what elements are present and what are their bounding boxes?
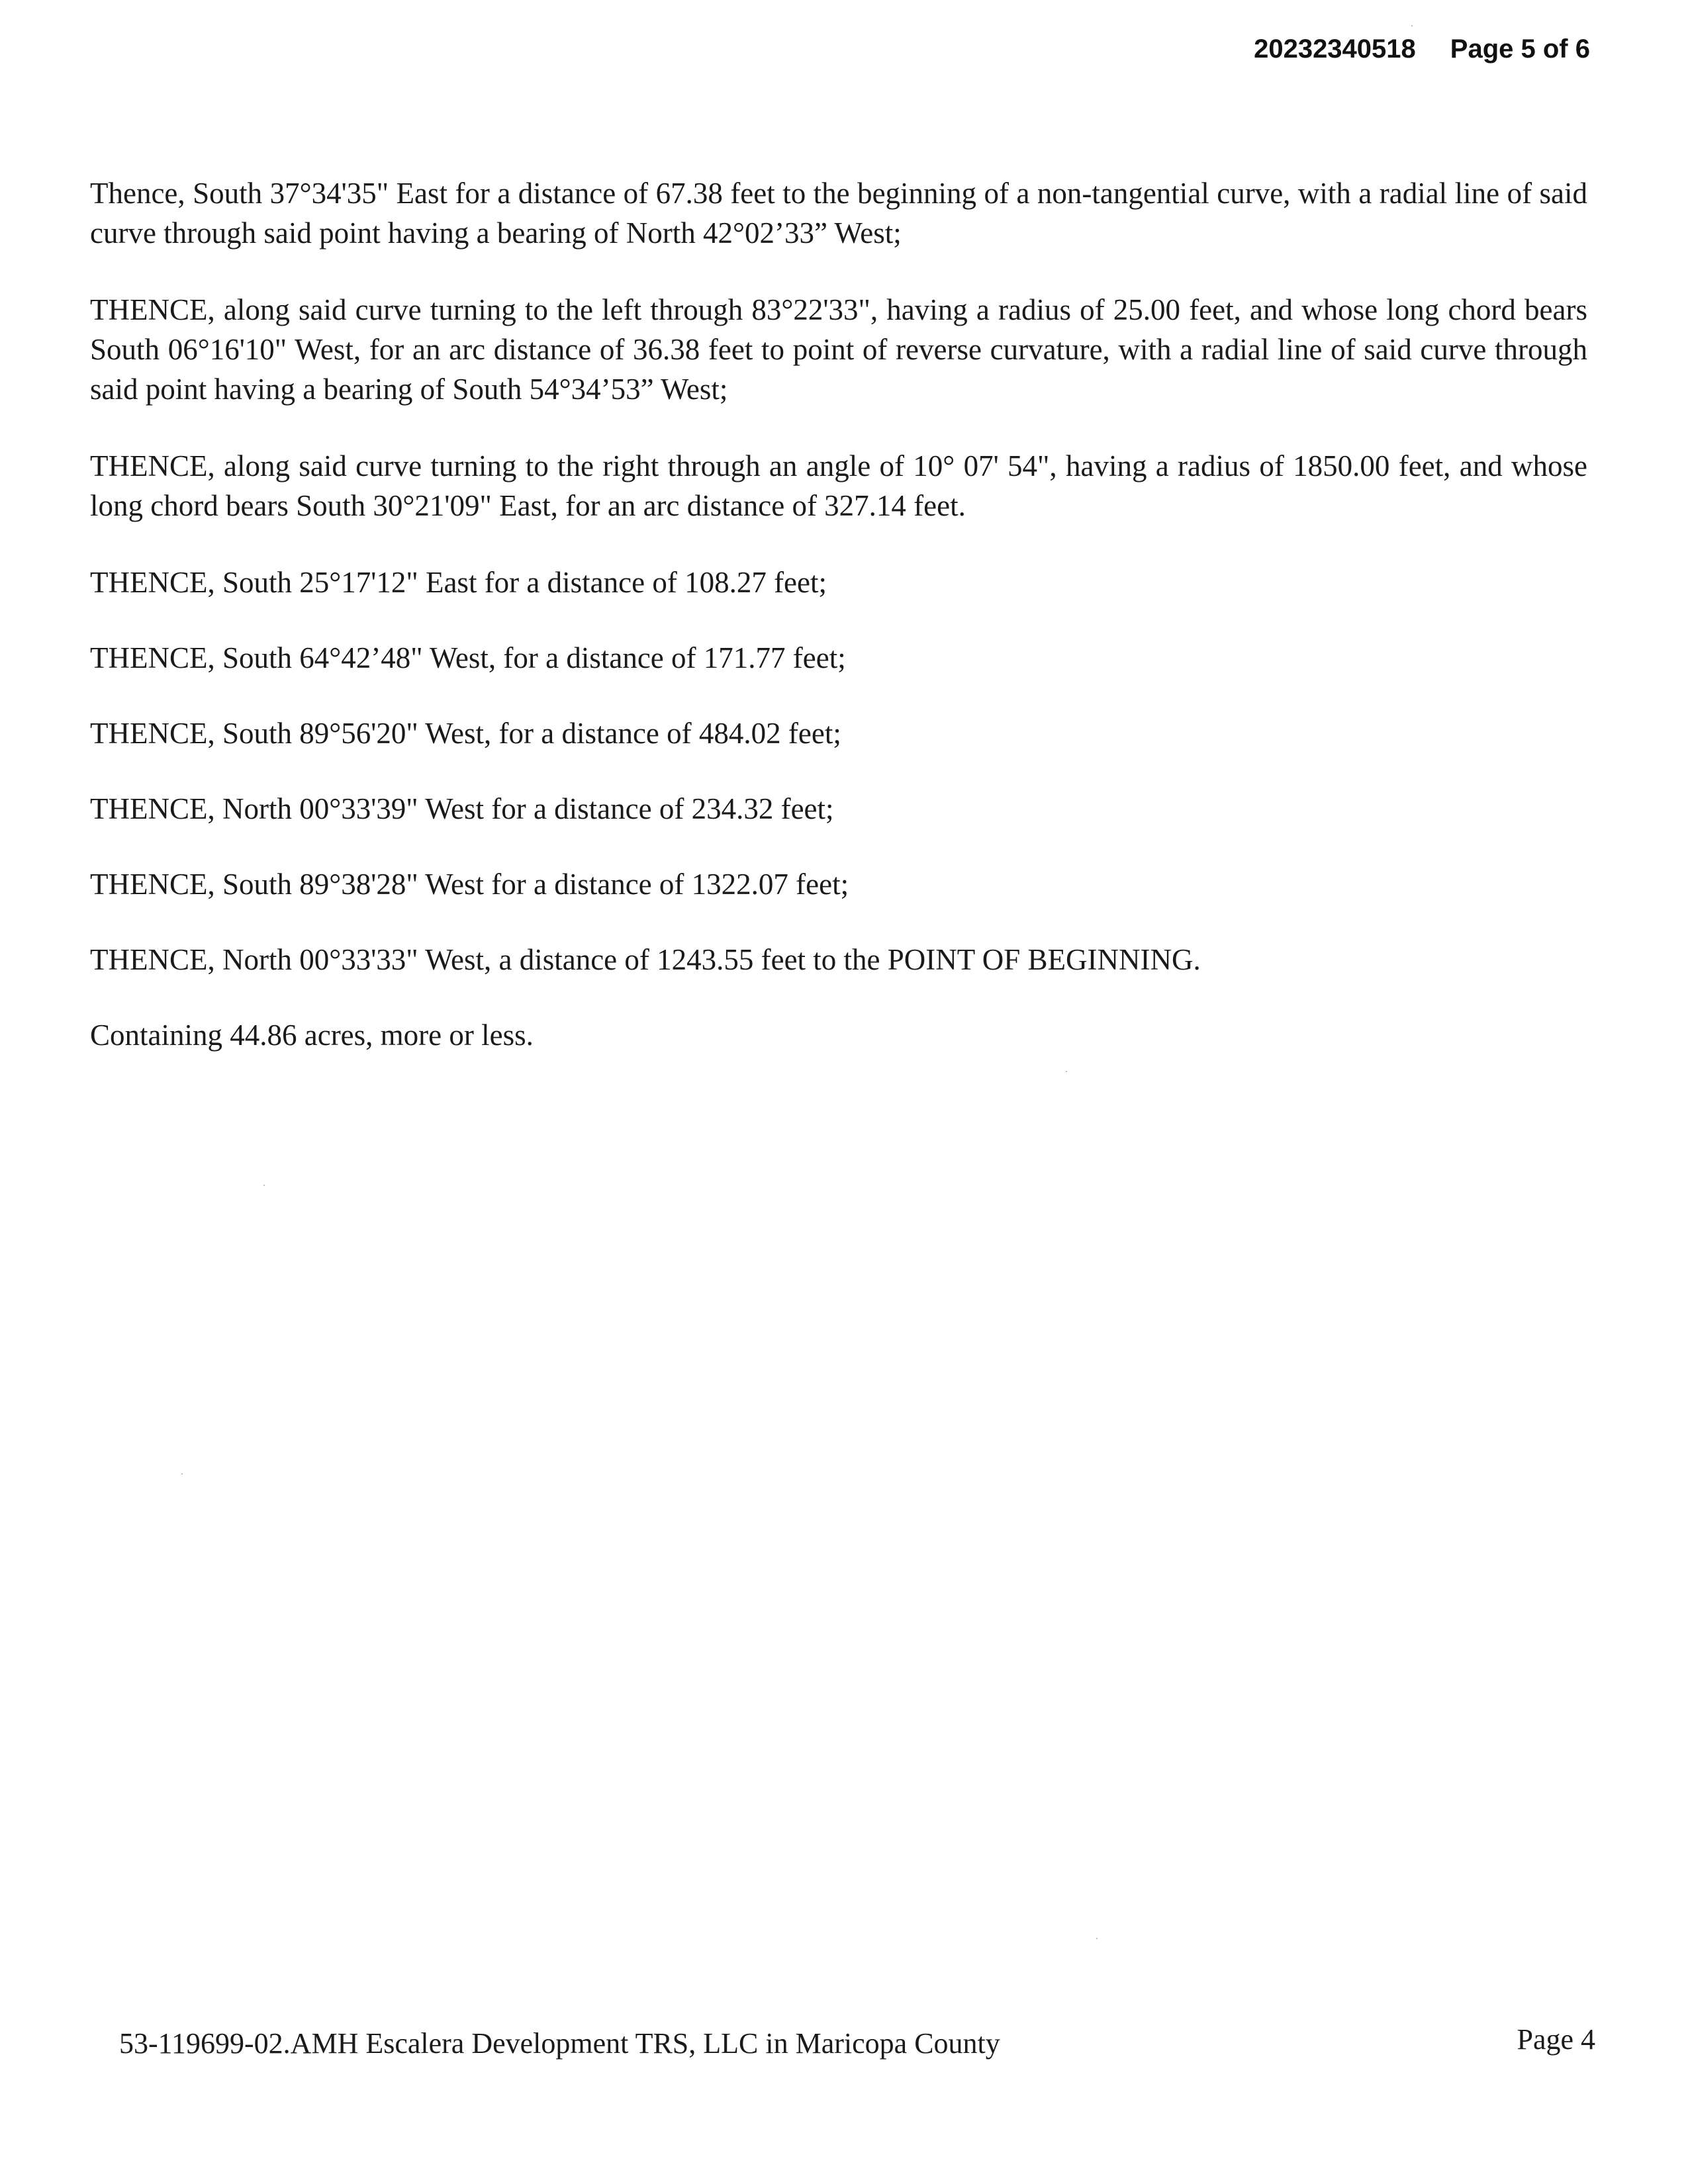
scan-speck <box>1066 1071 1067 1072</box>
course-paragraph: THENCE, North 00°33'39" West for a distance of 234.32 feet; <box>90 792 834 825</box>
course-paragraph: THENCE, along said curve turning to the left through 83°22'33", having a radius of 25.00 feet, and whose long chord bears South 06°16'10" West, for an arc distance of 36.38 feet to point of reverse curvature, with a radial line of said curve through said point having a bearing of South 54°34’53” West; <box>90 293 1587 406</box>
recording-header <box>1254 30 1590 68</box>
course-paragraph: THENCE, South 64°42’48" West, for a distance of 171.77 feet; <box>90 641 846 674</box>
course-paragraph: THENCE, North 00°33'33" West, a distance of 1243.55 feet to the POINT OF BEGINNING. <box>90 943 1201 976</box>
page-counter: Page 5 of 6 <box>1450 34 1590 64</box>
scan-speck <box>263 1185 265 1186</box>
course-paragraph: THENCE, South 89°56'20" West, for a distance of 484.02 feet; <box>90 717 841 750</box>
record-number: 20232340518 <box>1254 34 1416 64</box>
footer-document-reference: 53-119699-02.AMH Escalera Development TRS, LLC in Maricopa County <box>119 2027 1000 2060</box>
course-paragraph: THENCE, along said curve turning to the right through an angle of 10° 07' 54", having a radius of 1850.00 feet, and whose long chord bears South 30°21'09" East, for an arc distance of 327.14 feet. <box>90 449 1587 522</box>
course-paragraph: THENCE, South 25°17'12" East for a distance of 108.27 feet; <box>90 566 827 599</box>
legal-description <box>90 173 1587 1091</box>
scan-speck <box>1411 25 1413 26</box>
scan-speck <box>181 1473 183 1475</box>
course-paragraph: THENCE, South 89°38'28" West for a distance of 1322.07 feet; <box>90 868 849 901</box>
acreage-statement: Containing 44.86 acres, more or less. <box>90 1019 534 1052</box>
course-paragraph: Thence, South 37°34'35" East for a distance of 67.38 feet to the beginning of a non-tangential curve, with a radial line of said curve through said point having a bearing of North 42°02’33” West; <box>90 177 1587 250</box>
scan-speck <box>1096 1938 1098 1939</box>
footer-page-number: Page 4 <box>1517 2023 1595 2056</box>
